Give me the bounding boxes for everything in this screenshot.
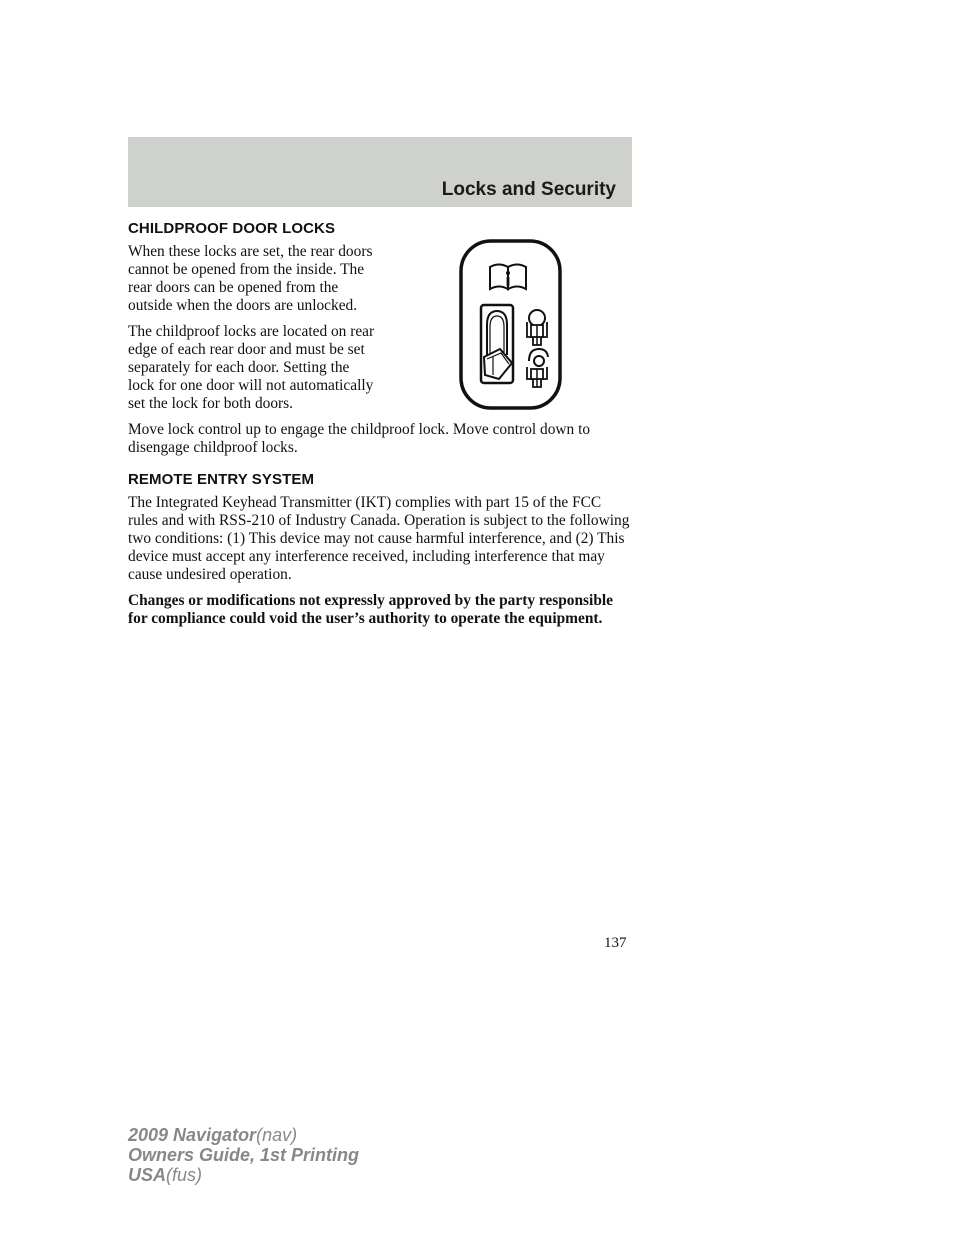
footer-model-code: (nav) bbox=[256, 1125, 298, 1145]
print-footer bbox=[128, 1125, 359, 1185]
section-header-band bbox=[128, 137, 632, 207]
childproof-paragraph-3: Move lock control up to engage the childproof lock. Move control down to disengage childproof locks. bbox=[128, 421, 591, 456]
manual-book-icon bbox=[490, 265, 526, 290]
remote-entry-warning: Changes or modifications not expressly approved by the party responsible for compliance could void the user’s authority to operate the equipment. bbox=[128, 592, 613, 627]
section-title: Locks and Security bbox=[441, 179, 616, 200]
childproof-heading: CHILDPROOF DOOR LOCKS bbox=[128, 220, 336, 237]
footer-region: USA bbox=[128, 1165, 167, 1185]
remote-entry-heading: REMOTE ENTRY SYSTEM bbox=[128, 471, 315, 488]
lock-lever-icon bbox=[481, 305, 513, 383]
footer-region-code: (fus) bbox=[166, 1165, 203, 1185]
page-number: 137 bbox=[604, 935, 627, 951]
childproof-lock-illustration bbox=[453, 237, 568, 412]
footer-model-line bbox=[128, 1125, 359, 1145]
footer-guide: Owners Guide, 1st Printing bbox=[128, 1145, 360, 1165]
footer-model: 2009 Navigator bbox=[128, 1125, 257, 1145]
childproof-paragraph-2: The childproof locks are located on rear edge of each rear door and must be set separately for each door. Setting the lock for one door will not automatically set the lock for both doors. bbox=[128, 323, 375, 412]
footer-region-line bbox=[128, 1165, 359, 1185]
remote-entry-paragraph: The Integrated Keyhead Transmitter (IKT) complies with part 15 of the FCC rules and with RSS-210 of Industry Canada. Operation is subject to the following two conditions: (1) This device may not cause harmful interference, and (2) This device must accept any interference received, including interference that may cause undesired operation. bbox=[128, 494, 630, 583]
childproof-paragraph-1: When these locks are set, the rear doors cannot be opened from the inside. The rear doors can be opened from the outside when the doors are unlocked. bbox=[128, 243, 373, 314]
